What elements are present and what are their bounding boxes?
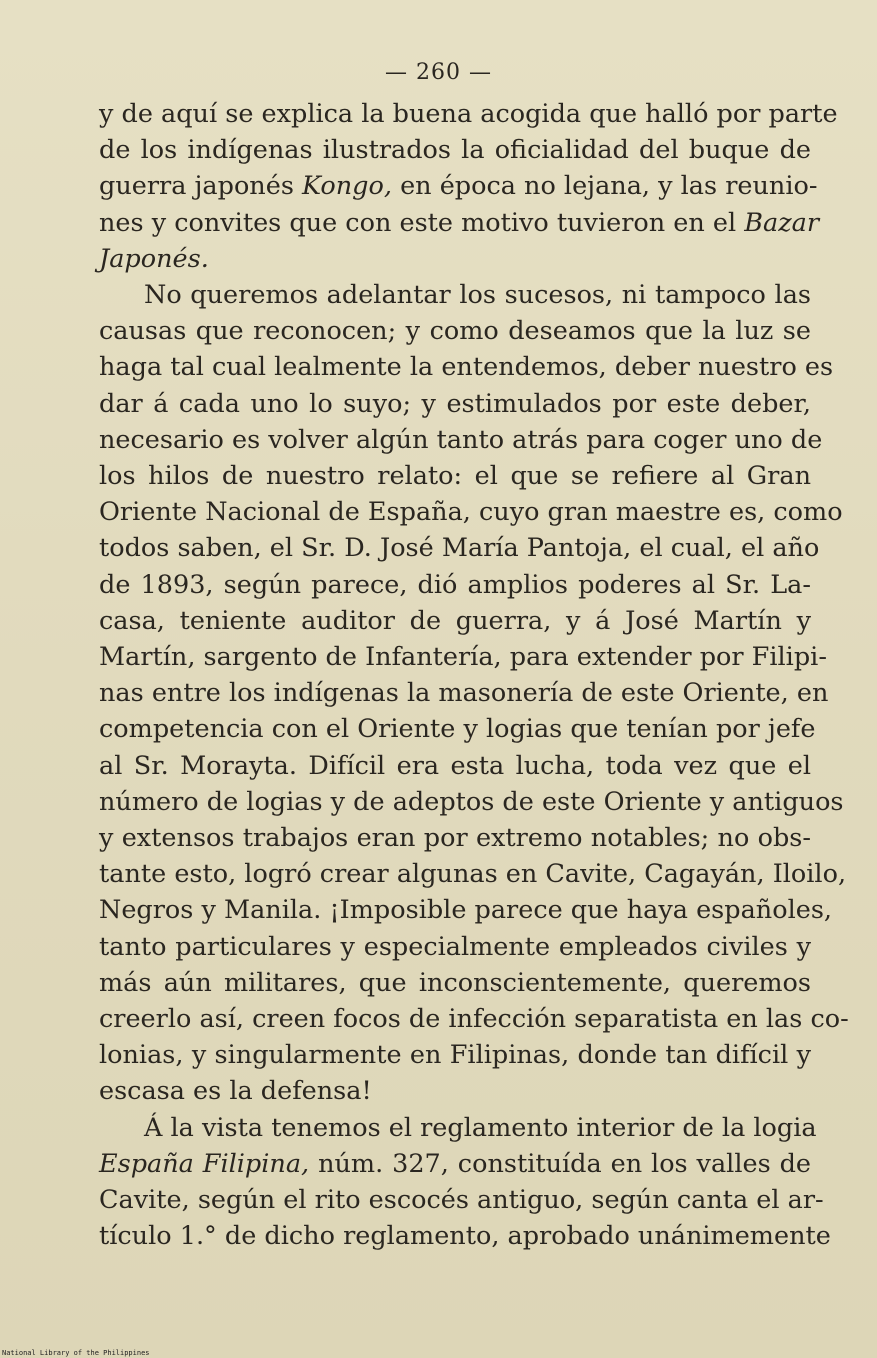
- body-text: [99, 96, 849, 1255]
- footer-credit: National Library of the Philippines: [2, 1349, 150, 1357]
- text-line: haga tal cual lealmente la entendemos, deber nuestro es: [99, 352, 834, 383]
- lodge-name: España Filipina,: [99, 1148, 310, 1179]
- text-line: competencia con el Oriente y logias que tenían por jefe: [99, 714, 816, 745]
- text-line: más aún militares, que inconscientemente, queremos: [99, 967, 811, 998]
- text-line: nas entre los indígenas la masonería de este Oriente, en: [99, 678, 829, 709]
- text-line: de 1893, según parece, dió amplios poderes al Sr. La-: [99, 569, 811, 600]
- ship-name: Kongo,: [302, 171, 392, 202]
- text-line: número de logias y de adeptos de este Oriente y antiguos: [99, 786, 844, 817]
- text-line: Oriente Nacional de España, cuyo gran maestre es, como: [99, 497, 843, 528]
- text-line: necesario es volver algún tanto atrás para coger uno de: [99, 424, 823, 455]
- paragraph-1: [99, 96, 838, 277]
- text-line: lonias, y singularmente en Filipinas, donde tan difícil y: [99, 1040, 811, 1071]
- text-line: todos saben, el Sr. D. José María Pantoja, el cual, el año: [99, 533, 820, 564]
- text-line: dar á cada uno lo suyo; y estimulados por este deber,: [99, 388, 811, 419]
- text-line: tanto particulares y especialmente empleados civiles y: [99, 931, 811, 962]
- text-line: tículo 1.° de dicho reglamento, aprobado unánimemente: [99, 1221, 831, 1252]
- text-line: Cavite, según el rito escocés antiguo, según canta el ar-: [99, 1185, 824, 1216]
- text-line: Negros y Manila. ¡Imposible parece que haya españoles,: [99, 895, 833, 926]
- text-line: escasa es la defensa!: [99, 1076, 372, 1107]
- text-line: guerra japonés Kongo, en época no lejana, y las reunio-: [99, 171, 818, 202]
- text-line: España Filipina, núm. 327, constituída en los valles de: [99, 1148, 811, 1179]
- text-line: al Sr. Morayta. Difícil era esta lucha, toda vez que el: [99, 750, 811, 781]
- text-line: casa, teniente auditor de guerra, y á José Martín y: [99, 605, 811, 636]
- place-name: Japonés.: [99, 243, 209, 274]
- text-line: los hilos de nuestro relato: el que se refiere al Gran: [99, 461, 811, 492]
- paragraph-3: [99, 1110, 831, 1255]
- text-line: causas que reconocen; y como deseamos que la luz se: [99, 316, 811, 347]
- text-line: y de aquí se explica la buena acogida que halló por parte: [99, 99, 838, 129]
- text-line: [99, 241, 811, 277]
- paragraph-2: [99, 277, 849, 1110]
- text-line: creerlo así, creen focos de infección separatista en las co-: [99, 1004, 849, 1035]
- text-line: nes y convites que con este motivo tuvieron en el Bazar: [99, 207, 820, 238]
- text-line: tante esto, logró crear algunas en Cavite, Cagayán, Iloilo,: [99, 859, 847, 890]
- text-line: de los indígenas ilustrados la oficialidad del buque de: [99, 135, 811, 166]
- place-name: Bazar: [744, 207, 820, 238]
- text-line: y extensos trabajos eran por extremo notables; no obs-: [99, 823, 811, 854]
- text-line: Martín, sargento de Infantería, para extender por Filipi-: [99, 642, 827, 673]
- text-line: Á la vista tenemos el reglamento interior de la logia: [144, 1112, 817, 1143]
- text-line: No queremos adelantar los sucesos, ni tampoco las: [144, 280, 811, 311]
- page-number: — 260 —: [385, 60, 492, 85]
